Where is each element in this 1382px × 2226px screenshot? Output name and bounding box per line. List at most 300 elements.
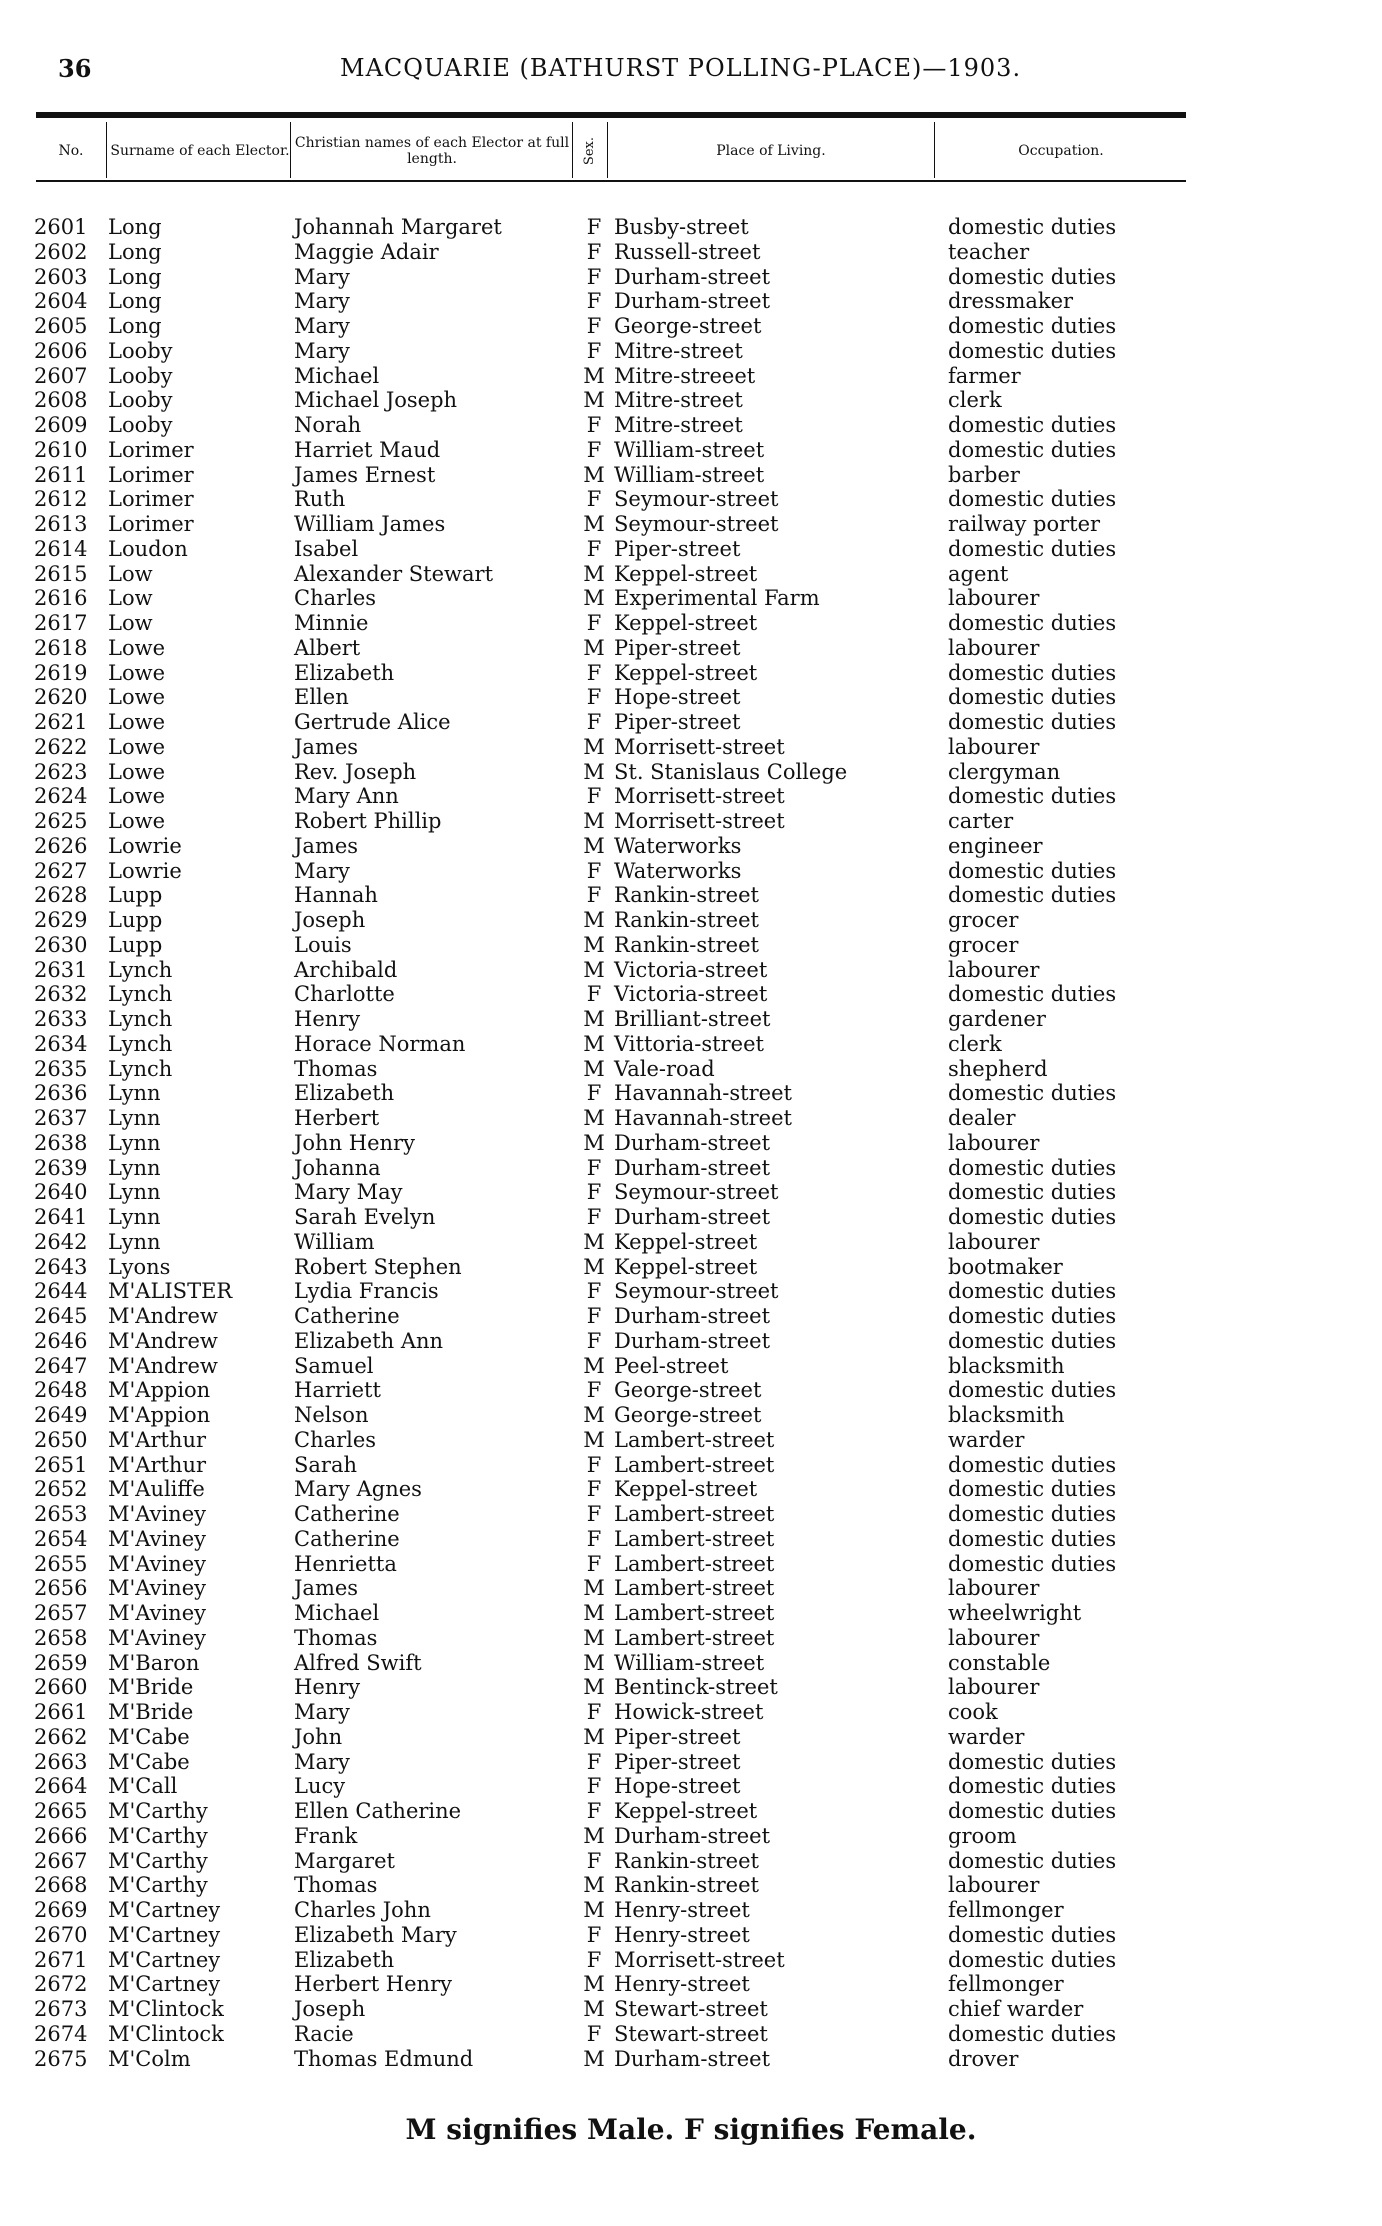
elector-number: 2636 — [34, 1081, 88, 1106]
elector-number: 2660 — [34, 1675, 88, 1700]
table-row — [0, 784, 1382, 809]
elector-christian-names: Charlotte — [294, 982, 395, 1007]
elector-surname: M'Auliffe — [108, 1477, 205, 1502]
elector-place: Vittoria-street — [614, 1031, 764, 1056]
elector-number: 2671 — [34, 1947, 88, 1972]
elector-occupation: domestic duties — [948, 1749, 1117, 1774]
table-row — [0, 487, 1382, 512]
elector-christian-names: Mary Ann — [294, 784, 399, 809]
elector-christian-names: Michael — [294, 1601, 380, 1625]
elector-christian-names: Thomas — [294, 1625, 378, 1650]
elector-number: 2624 — [34, 784, 88, 809]
table-row — [0, 1626, 1382, 1651]
table-row — [0, 735, 1382, 760]
elector-number: 2606 — [34, 338, 88, 363]
elector-christian-names: Louis — [294, 932, 352, 957]
elector-number: 2628 — [34, 883, 88, 908]
table-row — [0, 364, 1382, 389]
elector-sex: M — [583, 1130, 605, 1155]
elector-sex: M — [583, 1106, 605, 1130]
elector-christian-names: Racie — [294, 2021, 354, 2046]
elector-sex: M — [583, 1031, 605, 1056]
table-row — [0, 611, 1382, 636]
elector-number: 2621 — [34, 710, 88, 734]
col-divider — [934, 122, 935, 178]
elector-number: 2613 — [34, 512, 88, 536]
elector-sex: M — [583, 809, 605, 833]
elector-occupation: agent — [948, 561, 1009, 586]
elector-sex: F — [586, 215, 602, 239]
elector-number: 2642 — [34, 1229, 88, 1254]
elector-place: Rankin-street — [614, 908, 759, 932]
col-divider — [572, 122, 573, 178]
elector-surname: Long — [108, 239, 162, 264]
elector-number: 2644 — [34, 1279, 88, 1304]
elector-number: 2618 — [34, 635, 88, 660]
elector-number: 2668 — [34, 1873, 88, 1898]
elector-place: Durham-street — [614, 1155, 771, 1180]
page-number: 36 — [58, 54, 92, 83]
elector-christian-names: Alexander Stewart — [294, 561, 494, 586]
elector-surname: Lowe — [108, 710, 165, 734]
elector-christian-names: Johanna — [294, 1155, 381, 1180]
elector-christian-names: Mary — [294, 858, 350, 883]
elector-occupation: labourer — [948, 1130, 1040, 1155]
elector-sex: F — [586, 1749, 602, 1774]
elector-place: Lambert-street — [614, 1452, 775, 1477]
elector-christian-names: Johannah Margaret — [294, 215, 502, 239]
elector-occupation: domestic duties — [948, 784, 1117, 809]
elector-surname: Looby — [108, 388, 173, 413]
table-row — [0, 636, 1382, 661]
elector-surname: Lowe — [108, 784, 165, 809]
elector-surname: M'Clintock — [108, 1997, 224, 2021]
elector-sex: M — [583, 1427, 605, 1452]
elector-surname: M'Bride — [108, 1675, 194, 1700]
elector-christian-names: Henry — [294, 1675, 361, 1700]
elector-number: 2635 — [34, 1056, 88, 1081]
elector-place: Rankin-street — [614, 1873, 759, 1898]
table-row — [0, 661, 1382, 686]
elector-christian-names: Charles — [294, 1427, 377, 1452]
elector-number: 2616 — [34, 586, 88, 611]
elector-place: Seymour-street — [614, 1180, 779, 1205]
elector-surname: Lorimer — [108, 462, 194, 487]
table-row — [0, 1750, 1382, 1775]
elector-occupation: domestic duties — [948, 1947, 1117, 1972]
table-row — [0, 1378, 1382, 1403]
elector-number: 2645 — [34, 1304, 88, 1328]
elector-christian-names: Thomas — [294, 1873, 378, 1898]
elector-sex: F — [586, 1799, 602, 1823]
elector-place: George-street — [614, 1378, 762, 1403]
elector-place: Durham-street — [614, 1205, 771, 1229]
elector-surname: Lowe — [108, 759, 165, 784]
elector-occupation: labourer — [948, 635, 1040, 660]
elector-christian-names: Albert — [294, 635, 361, 660]
table-row — [0, 933, 1382, 958]
elector-number: 2632 — [34, 982, 88, 1007]
elector-occupation: labourer — [948, 1675, 1040, 1700]
elector-occupation: labourer — [948, 957, 1040, 982]
elector-sex: M — [583, 957, 605, 982]
elector-number: 2643 — [34, 1254, 88, 1279]
elector-surname: M'Aviney — [108, 1601, 206, 1625]
elector-surname: M'Aviney — [108, 1576, 206, 1601]
elector-sex: F — [586, 1947, 602, 1972]
table-row — [0, 215, 1382, 240]
elector-sex: M — [583, 1601, 605, 1625]
elector-surname: M'Carthy — [108, 1799, 208, 1823]
table-row — [0, 809, 1382, 834]
elector-number: 2649 — [34, 1403, 88, 1427]
elector-place: Durham-street — [614, 1328, 771, 1353]
elector-number: 2665 — [34, 1799, 88, 1823]
elector-surname: Lupp — [108, 932, 163, 957]
elector-place: Victoria-street — [614, 982, 768, 1007]
elector-christian-names: Catherine — [294, 1502, 400, 1526]
elector-surname: Lyons — [108, 1254, 171, 1279]
elector-occupation: dressmaker — [948, 289, 1074, 314]
table-row — [0, 1304, 1382, 1329]
col-header-sex-label: Sex. — [582, 136, 597, 166]
elector-occupation: fellmonger — [948, 1898, 1064, 1922]
elector-place: Mitre-streeet — [614, 363, 756, 388]
elector-christian-names: Herbert Henry — [294, 1972, 452, 1997]
elector-number: 2605 — [34, 314, 88, 338]
elector-place: Lambert-street — [614, 1427, 775, 1452]
table-row — [0, 1180, 1382, 1205]
elector-place: Henry-street — [614, 1922, 750, 1947]
table-row — [0, 586, 1382, 611]
elector-christian-names: Ellen Catherine — [294, 1799, 462, 1823]
elector-place: William-street — [614, 1650, 765, 1675]
elector-sex: F — [586, 314, 602, 338]
elector-occupation: domestic duties — [948, 611, 1117, 635]
elector-christian-names: William James — [294, 512, 446, 536]
elector-place: Victoria-street — [614, 957, 768, 982]
elector-christian-names: Rev. Joseph — [294, 759, 417, 784]
col-header-sex — [574, 122, 606, 180]
elector-christian-names: Alfred Swift — [294, 1650, 422, 1675]
elector-sex: M — [583, 462, 605, 487]
elector-place: Rankin-street — [614, 932, 759, 957]
elector-sex: M — [583, 1898, 605, 1922]
elector-surname: Lynn — [108, 1081, 161, 1106]
elector-surname: M'Appion — [108, 1403, 211, 1427]
elector-place: Lambert-street — [614, 1502, 775, 1526]
elector-place: William-street — [614, 437, 765, 462]
elector-christian-names: Elizabeth — [294, 660, 395, 685]
elector-number: 2673 — [34, 1997, 88, 2021]
table-row — [0, 1453, 1382, 1478]
elector-number: 2633 — [34, 1007, 88, 1031]
elector-surname: Lynn — [108, 1180, 161, 1205]
elector-sex: F — [586, 437, 602, 462]
elector-christian-names: Elizabeth Mary — [294, 1922, 457, 1947]
elector-sex: F — [586, 289, 602, 314]
table-row — [0, 1230, 1382, 1255]
elector-occupation: blacksmith — [948, 1403, 1065, 1427]
elector-number: 2654 — [34, 1526, 88, 1551]
elector-place: Lambert-street — [614, 1551, 775, 1576]
elector-sex: M — [583, 2046, 605, 2071]
elector-place: Hope-street — [614, 1774, 741, 1799]
elector-occupation: domestic duties — [948, 982, 1117, 1007]
elector-place: Keppel-street — [614, 611, 758, 635]
elector-occupation: barber — [948, 462, 1020, 487]
elector-occupation: labourer — [948, 586, 1040, 611]
table-row — [0, 1873, 1382, 1898]
table-row — [0, 1057, 1382, 1082]
elector-occupation: clerk — [948, 1031, 1002, 1056]
elector-sex: F — [586, 1848, 602, 1873]
elector-place: Morrisett-street — [614, 734, 785, 759]
elector-surname: Lorimer — [108, 512, 194, 536]
table-row — [0, 1477, 1382, 1502]
elector-occupation: domestic duties — [948, 710, 1117, 734]
elector-sex: M — [583, 908, 605, 932]
elector-surname: Lynn — [108, 1155, 161, 1180]
elector-surname: Lowe — [108, 809, 165, 833]
elector-occupation: domestic duties — [948, 536, 1117, 561]
elector-occupation: engineer — [948, 833, 1043, 858]
elector-sex: M — [583, 1254, 605, 1279]
elector-occupation: warder — [948, 1427, 1025, 1452]
col-header-occupation: Occupation. — [1018, 143, 1104, 159]
col-divider — [290, 122, 291, 178]
elector-place: George-street — [614, 314, 762, 338]
page-title: MACQUARIE (BATHURST POLLING-PLACE)—1903. — [340, 54, 1022, 82]
elector-occupation: railway porter — [948, 512, 1101, 536]
table-row — [0, 1898, 1382, 1923]
elector-sex: M — [583, 388, 605, 413]
elector-occupation: shepherd — [948, 1056, 1048, 1081]
elector-surname: Loudon — [108, 536, 188, 561]
elector-sex: F — [586, 1081, 602, 1106]
elector-place: William-street — [614, 462, 765, 487]
elector-place: Morrisett-street — [614, 809, 785, 833]
elector-sex: F — [586, 1477, 602, 1502]
elector-surname: Lowrie — [108, 858, 182, 883]
elector-occupation: labourer — [948, 1625, 1040, 1650]
table-row — [0, 512, 1382, 537]
elector-surname: M'Carthy — [108, 1823, 208, 1848]
elector-place: Seymour-street — [614, 512, 779, 536]
elector-occupation: domestic duties — [948, 264, 1117, 289]
elector-surname: M'Baron — [108, 1650, 200, 1675]
col-header-place: Place of Living. — [716, 143, 826, 159]
elector-number: 2637 — [34, 1106, 88, 1130]
elector-sex: F — [586, 264, 602, 289]
elector-occupation: blacksmith — [948, 1353, 1065, 1378]
elector-surname: M'Andrew — [108, 1353, 218, 1378]
table-row — [0, 339, 1382, 364]
table-row — [0, 1007, 1382, 1032]
elector-number: 2666 — [34, 1823, 88, 1848]
elector-sex: F — [586, 536, 602, 561]
elector-number: 2625 — [34, 809, 88, 833]
elector-surname: Lynch — [108, 982, 173, 1007]
elector-sex: F — [586, 1279, 602, 1304]
elector-place: Waterworks — [614, 858, 742, 883]
elector-occupation: domestic duties — [948, 660, 1117, 685]
elector-surname: M'Andrew — [108, 1304, 218, 1328]
table-row — [0, 1576, 1382, 1601]
elector-sex: F — [586, 1180, 602, 1205]
elector-occupation: labourer — [948, 1229, 1040, 1254]
elector-sex: M — [583, 1873, 605, 1898]
elector-number: 2669 — [34, 1898, 88, 1922]
elector-number: 2607 — [34, 363, 88, 388]
elector-number: 2622 — [34, 734, 88, 759]
elector-occupation: domestic duties — [948, 685, 1117, 710]
table-row — [0, 1255, 1382, 1280]
elector-sex: F — [586, 660, 602, 685]
elector-place: Piper-street — [614, 710, 741, 734]
elector-surname: Lorimer — [108, 487, 194, 512]
elector-place: Piper-street — [614, 1749, 741, 1774]
elector-place: Howick-street — [614, 1700, 764, 1724]
elector-occupation: domestic duties — [948, 487, 1117, 512]
elector-place: Keppel-street — [614, 1477, 758, 1502]
elector-surname: Lorimer — [108, 437, 194, 462]
col-header-surname: Surname of each Elector. — [110, 143, 290, 159]
elector-occupation: domestic duties — [948, 1848, 1117, 1873]
elector-place: Lambert-street — [614, 1601, 775, 1625]
elector-occupation: domestic duties — [948, 1304, 1117, 1328]
elector-occupation: domestic duties — [948, 1526, 1117, 1551]
elector-surname: M'Aviney — [108, 1551, 206, 1576]
elector-sex: M — [583, 1576, 605, 1601]
elector-sex: M — [583, 833, 605, 858]
elector-surname: M'Appion — [108, 1378, 211, 1403]
elector-surname: Lowe — [108, 635, 165, 660]
elector-sex: F — [586, 858, 602, 883]
elector-place: Rankin-street — [614, 883, 759, 908]
table-row — [0, 1601, 1382, 1626]
elector-place: Bentinck-street — [614, 1675, 778, 1700]
elector-christian-names: William — [294, 1229, 375, 1254]
elector-sex: F — [586, 2021, 602, 2046]
elector-sex: F — [586, 1155, 602, 1180]
table-row — [0, 1799, 1382, 1824]
table-row — [0, 463, 1382, 488]
elector-christian-names: Michael Joseph — [294, 388, 458, 413]
elector-place: Durham-street — [614, 2046, 771, 2071]
elector-surname: Low — [108, 586, 153, 611]
elector-christian-names: Ruth — [294, 487, 346, 512]
elector-christian-names: Nelson — [294, 1403, 369, 1427]
elector-number: 2623 — [34, 759, 88, 784]
elector-number: 2663 — [34, 1749, 88, 1774]
elector-surname: M'Colm — [108, 2046, 191, 2071]
elector-place: Havannah-street — [614, 1106, 792, 1130]
elector-place: Seymour-street — [614, 487, 779, 512]
elector-christian-names: Mary — [294, 1749, 350, 1774]
elector-place: Peel-street — [614, 1353, 729, 1378]
elector-christian-names: Robert Stephen — [294, 1254, 462, 1279]
elector-christian-names: Catherine — [294, 1526, 400, 1551]
elector-place: Russell-street — [614, 239, 761, 264]
elector-sex: F — [586, 710, 602, 734]
elector-christian-names: Frank — [294, 1823, 358, 1848]
elector-occupation: domestic duties — [948, 1799, 1117, 1823]
elector-number: 2656 — [34, 1576, 88, 1601]
elector-place: Mitre-street — [614, 413, 743, 437]
elector-surname: Long — [108, 264, 162, 289]
elector-surname: Lynch — [108, 1031, 173, 1056]
elector-surname: M'Carthy — [108, 1873, 208, 1898]
elector-sex: F — [586, 1922, 602, 1947]
elector-surname: M'Bride — [108, 1700, 194, 1724]
elector-surname: Lynn — [108, 1106, 161, 1130]
elector-occupation: farmer — [948, 363, 1021, 388]
table-row — [0, 438, 1382, 463]
elector-place: Henry-street — [614, 1972, 750, 1997]
elector-sex: F — [586, 239, 602, 264]
elector-surname: Lynch — [108, 957, 173, 982]
elector-christian-names: John — [294, 1724, 343, 1749]
elector-occupation: bootmaker — [948, 1254, 1063, 1279]
elector-occupation: grocer — [948, 932, 1019, 957]
elector-place: Lambert-street — [614, 1576, 775, 1601]
elector-sex: F — [586, 883, 602, 908]
elector-occupation: domestic duties — [948, 338, 1117, 363]
elector-sex: F — [586, 1304, 602, 1328]
elector-christian-names: James Ernest — [294, 462, 436, 487]
elector-place: Keppel-street — [614, 561, 758, 586]
elector-occupation: domestic duties — [948, 1180, 1117, 1205]
table-row — [0, 1428, 1382, 1453]
col-header-christian: Christian names of each Elector at full length. — [294, 135, 570, 167]
elector-christian-names: Maggie Adair — [294, 239, 439, 264]
elector-surname: M'Arthur — [108, 1427, 207, 1452]
elector-christian-names: Horace Norman — [294, 1031, 466, 1056]
elector-sex: M — [583, 1997, 605, 2021]
elector-occupation: warder — [948, 1724, 1025, 1749]
elector-sex: M — [583, 734, 605, 759]
elector-occupation: dealer — [948, 1106, 1016, 1130]
elector-sex: M — [583, 1724, 605, 1749]
table-row — [0, 1675, 1382, 1700]
elector-surname: Lynn — [108, 1130, 161, 1155]
elector-christian-names: Norah — [294, 413, 362, 437]
elector-surname: M'Clintock — [108, 2021, 224, 2046]
elector-sex: F — [586, 982, 602, 1007]
elector-christian-names: Thomas Edmund — [294, 2046, 474, 2071]
table-row — [0, 1279, 1382, 1304]
table-row — [0, 1849, 1382, 1874]
elector-number: 2647 — [34, 1353, 88, 1378]
elector-place: Stewart-street — [614, 2021, 768, 2046]
elector-sex: F — [586, 1328, 602, 1353]
elector-surname: Lupp — [108, 883, 163, 908]
elector-surname: Lynn — [108, 1229, 161, 1254]
table-row — [0, 537, 1382, 562]
elector-christian-names: Harriett — [294, 1378, 381, 1403]
elector-sex: F — [586, 611, 602, 635]
elector-christian-names: Mary — [294, 314, 350, 338]
elector-place: Lambert-street — [614, 1526, 775, 1551]
elector-christian-names: Henrietta — [294, 1551, 397, 1576]
elector-number: 2630 — [34, 932, 88, 957]
elector-occupation: domestic duties — [948, 1081, 1117, 1106]
elector-number: 2658 — [34, 1625, 88, 1650]
elector-sex: M — [583, 1403, 605, 1427]
elector-number: 2674 — [34, 2021, 88, 2046]
table-row — [0, 710, 1382, 735]
